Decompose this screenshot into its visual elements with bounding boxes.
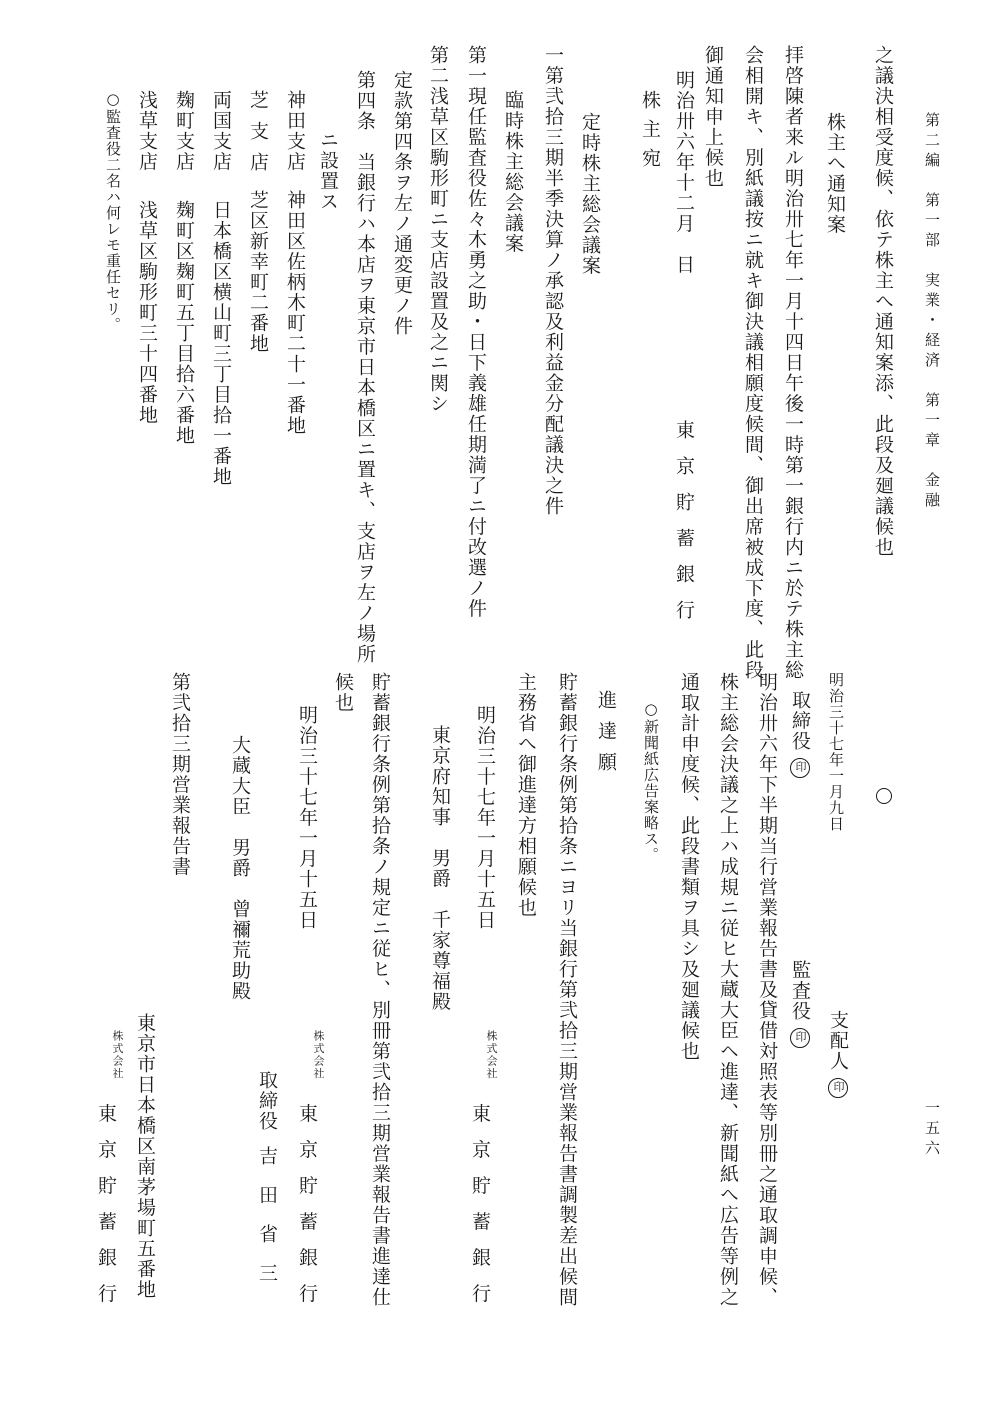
branch-address: 日本橋区横山町三丁目拾一番地	[210, 200, 232, 487]
agenda-item-1: 一第弐拾三期半季決算ノ承認及利益金分配議決之件	[542, 45, 564, 517]
seal-icon: 印	[790, 758, 810, 778]
special-meeting-title: 臨時株主総会議案	[502, 90, 524, 254]
branch-name: 芝支店	[247, 90, 269, 183]
bottom-line-4: 貯蓄銀行条例第拾条ニヨリ当銀行第弐拾三期営業報告書調製差出候間	[556, 672, 578, 1308]
notice-para-3: 御通知申上候也	[702, 45, 724, 189]
director-name: 吉田省三	[256, 1145, 278, 1302]
circle-mark	[876, 788, 892, 804]
bottom-date-2: 明治三十七年一月十五日	[474, 705, 496, 931]
company-signature-3	[96, 1030, 123, 1320]
branch-address: 浅草区駒形町三十四番地	[136, 200, 158, 426]
ad-note: ○新聞紙広告案略ス。	[642, 700, 660, 863]
branch-address: 麹町区麹町五丁目拾六番地	[173, 200, 195, 446]
bottom-line-6: 貯蓄銀行条例第拾条ノ規定ニ従ヒ、別冊第弐拾三期営業報告書進達仕	[369, 672, 391, 1308]
branch-name: 両国支店	[210, 90, 232, 172]
governor-addressee: 東京府知事 男爵 千家尊福殿	[429, 725, 451, 1012]
director-label: 取締役	[256, 1070, 278, 1132]
notice-sender: 東京貯蓄銀行	[673, 420, 695, 636]
bottom-date-3: 明治三十七年一月十五日	[296, 705, 318, 931]
company-prefix: 株式会社	[111, 1030, 124, 1080]
company-address: 東京市日本橋区南茅場町五番地	[134, 1013, 156, 1300]
company-prefix: 株式会社	[485, 1030, 498, 1080]
branch-address: 芝区新幸町二番地	[247, 190, 269, 354]
bottom-line-3: 通取計申度候、此段書類ヲ具シ及廻議候也	[678, 672, 700, 1062]
signatory-auditor	[790, 960, 810, 1054]
company-name: 東京貯蓄銀行	[296, 1103, 318, 1320]
branch-name: 麹町支店	[173, 90, 195, 172]
agenda-item-2: 第一現任監査役佐々木勇之助・日下義雄任期満了ニ付改選ノ件	[465, 45, 487, 619]
agenda-item-6: ニ設置ス	[317, 130, 339, 212]
agenda-item-5: 第四条 当銀行ハ本店ヲ東京市日本橋区ニ置キ、支店ヲ左ノ場所	[354, 70, 376, 665]
auditor-label: 監査役	[789, 960, 811, 1022]
bottom-line-2: 株主総会決議之上ハ成規ニ従ヒ大蔵大臣ヘ進達、新聞紙へ広告等例之	[717, 672, 739, 1308]
notice-addressee: 株主宛	[639, 90, 661, 177]
report-title: 第弐拾三期営業報告書	[169, 672, 191, 877]
manager-label: 支配人	[827, 1010, 849, 1072]
company-name: 東京貯蓄銀行	[95, 1103, 117, 1320]
agenda-item-4: 定款第四条ヲ左ノ通変更ノ件	[391, 70, 413, 337]
notice-para-1: 拝啓陳者来ル明治卅七年一月十四日午後一時第一銀行内ニ於テ株主総	[782, 45, 804, 681]
branch-name: 浅草支店	[136, 90, 158, 172]
company-name: 東京貯蓄銀行	[469, 1103, 491, 1320]
bottom-date-1: 明治三十七年一月九日	[827, 672, 845, 832]
company-signature-2	[297, 1030, 324, 1320]
petition-title: 進達願	[595, 690, 617, 783]
director-label: 取締役	[789, 690, 811, 752]
seal-icon: 印	[790, 1028, 810, 1048]
page-number: 一五六	[923, 1100, 941, 1160]
agenda-item-3: 第二浅草区駒形町ニ支店設置及之ニ関シ	[427, 45, 449, 414]
signatory-director	[790, 690, 810, 784]
notice-title: 株主へ通知案	[824, 112, 846, 235]
minister-addressee: 大蔵大臣 男爵 曾禰荒助殿	[229, 735, 251, 1002]
notice-date: 明治卅六年十二月 日	[673, 70, 695, 275]
seal-icon: 印	[828, 1078, 848, 1098]
top-line-1: 之議決相受度候、依テ株主へ通知案添、此段及廻議候也	[872, 45, 894, 558]
bottom-line-5: 主務省へ御進達方相願候也	[515, 672, 537, 918]
notice-para-2: 会相開キ、別紙議按ニ就キ御決議相願度候間、御出席被成下度、此段	[742, 45, 764, 681]
auditor-footnote: ○監査役二名ハ何レモ重任セリ。	[104, 90, 122, 333]
director-signature	[257, 1070, 276, 1302]
branch-name: 神田支店	[284, 90, 306, 172]
company-signature-1	[470, 1030, 497, 1320]
regular-meeting-title: 定時株主総会議案	[579, 112, 601, 276]
bottom-line-1: 明治卅六年下半期当行営業報告書及貸借対照表等別冊之通取調申候、	[756, 672, 778, 1308]
bottom-line-7: 候也	[332, 672, 354, 713]
running-header: 第二編 第一部 実業・経済 第一章 金融	[923, 112, 941, 512]
company-prefix: 株式会社	[312, 1030, 325, 1080]
branch-address: 神田区佐柄木町二十一番地	[284, 190, 306, 436]
signatory-manager	[828, 1010, 848, 1104]
